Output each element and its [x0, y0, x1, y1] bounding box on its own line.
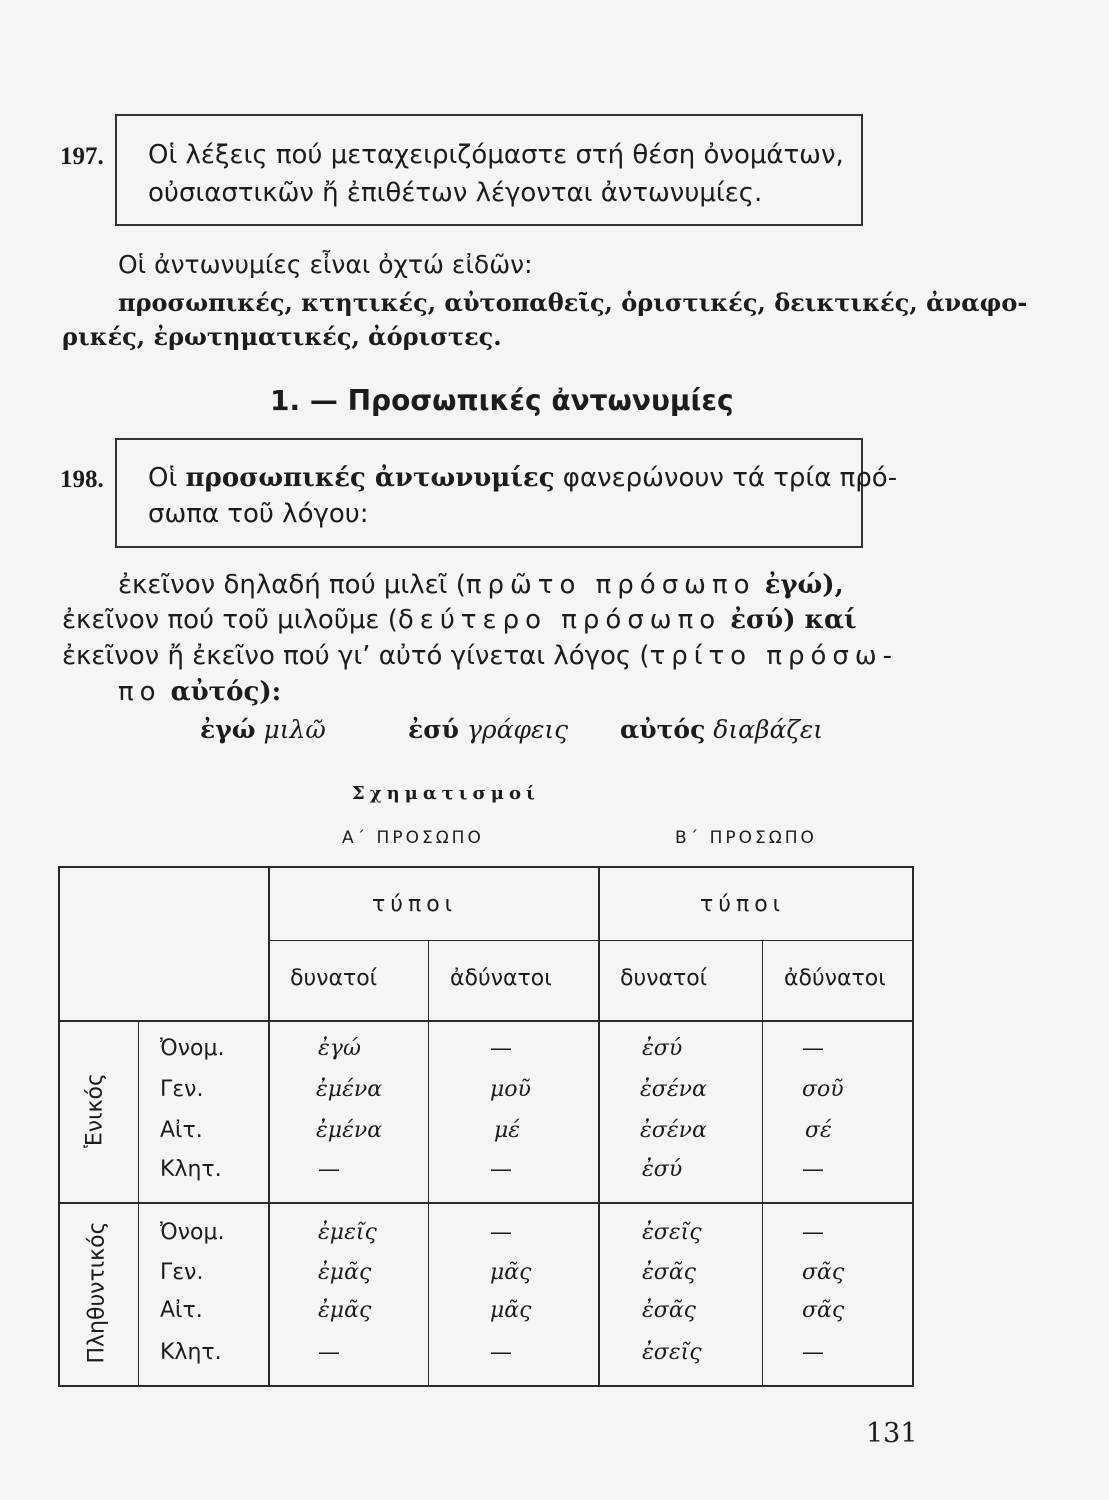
a-weak-cell: —: [490, 1340, 512, 1365]
types-a-header: τύποι: [372, 892, 458, 917]
table-rule-person-split: [598, 866, 600, 1386]
b-weak-cell: σέ: [805, 1118, 832, 1143]
table-border-right: [912, 866, 914, 1387]
example-1: ἐγώ μιλῶ: [200, 715, 326, 744]
kinds-list-line-1: προσωπικές, κτητικές, αὐτοπαθεῖς, ὁριστικές, δεικτικές, ἀναφο-: [118, 288, 1028, 317]
a-strong-cell: ἐμᾶς: [318, 1260, 372, 1285]
page-number: 131: [866, 1418, 918, 1449]
weak-b-header: ἀδύνατοι: [784, 966, 886, 991]
a-strong-cell: ἐμένα: [316, 1118, 383, 1143]
b-weak-cell: —: [802, 1157, 824, 1182]
table-rule-a-mid: [428, 940, 429, 1386]
types-b-header: τύποι: [700, 892, 786, 917]
a-strong-cell: —: [318, 1340, 340, 1365]
case-cell: Γεν.: [160, 1077, 204, 1102]
b-strong-cell: ἐσένα: [640, 1077, 707, 1102]
weak-a-header: ἀδύνατοι: [450, 966, 552, 991]
case-cell: Κλητ.: [160, 1157, 222, 1182]
plural-label: Πληθυντικός: [84, 1221, 110, 1364]
section-heading: 1. — Προσωπικές ἀντωνυμίες: [270, 384, 734, 417]
table-rule-number-split: [58, 1202, 914, 1204]
table-rule-number-col: [138, 1020, 139, 1386]
table-border-bottom: [58, 1385, 914, 1387]
b-weak-cell: σοῦ: [802, 1077, 844, 1102]
a-weak-cell: μέ: [494, 1118, 521, 1143]
definition-197-line-2: οὐσιαστικῶν ἤ ἐπιθέτων λέγονται ἀντωνυμίες.: [148, 178, 763, 208]
a-strong-cell: ἐμένα: [316, 1077, 383, 1102]
example-3: αὐτός διαβάζει: [620, 715, 824, 744]
strong-b-header: δυνατοί: [620, 966, 708, 991]
body-line-3: ἐκεῖνον ἤ ἐκεῖνο πού γι’ αὐτό γίνεται λόγος (τρίτο πρόσω-: [62, 641, 899, 671]
b-weak-cell: σᾶς: [802, 1298, 845, 1323]
table-title: Σχηματισμοί: [352, 783, 540, 804]
b-weak-cell: —: [802, 1220, 824, 1245]
case-cell: Ὀνομ.: [160, 1036, 225, 1061]
definition-198-line-1: Οἱ προσωπικές ἀντωνυμίες φανερώνουν τά τρία πρό-: [148, 463, 898, 493]
b-strong-cell: ἐσύ: [642, 1036, 683, 1061]
a-weak-cell: μοῦ: [490, 1077, 531, 1102]
a-weak-cell: μᾶς: [490, 1260, 532, 1285]
table-border-top: [58, 866, 914, 868]
singular-label: Ἑνικός: [82, 1073, 108, 1148]
body-line-2: ἐκεῖνον πού τοῦ μιλοῦμε (δεύτερο πρόσωπο ἐσύ) καί: [62, 605, 857, 635]
table-rule-header: [58, 1020, 914, 1022]
definition-box-197: [115, 114, 863, 226]
a-weak-cell: μᾶς: [490, 1298, 532, 1323]
a-weak-cell: —: [490, 1157, 512, 1182]
definition-197-line-1: Οἱ λέξεις πού μεταχειριζόμαστε στή θέση ὀνομάτων,: [148, 140, 844, 170]
section-number-198: 198.: [60, 466, 104, 493]
strong-a-header: δυνατοί: [290, 966, 378, 991]
a-strong-cell: ἐμᾶς: [318, 1298, 372, 1323]
table-rule-case-col: [268, 866, 270, 1386]
b-strong-cell: ἐσεῖς: [642, 1340, 702, 1365]
person-b-heading: Β΄ ΠΡΟΣΩΠΟ: [675, 828, 817, 848]
b-strong-cell: ἐσᾶς: [642, 1260, 697, 1285]
b-strong-cell: ἐσᾶς: [642, 1298, 697, 1323]
b-weak-cell: σᾶς: [802, 1260, 845, 1285]
table-rule-subheader: [268, 940, 914, 941]
case-cell: Αἰτ.: [160, 1298, 203, 1323]
a-strong-cell: —: [318, 1157, 340, 1182]
b-strong-cell: ἐσύ: [642, 1157, 683, 1182]
b-strong-cell: ἐσένα: [640, 1118, 707, 1143]
definition-198-line-2: σωπα τοῦ λόγου:: [148, 499, 369, 529]
definition-box-198: [115, 438, 863, 548]
kinds-list-line-2: ρικές, ἐρωτηματικές, ἀόριστες.: [62, 322, 502, 351]
b-strong-cell: ἐσεῖς: [642, 1220, 702, 1245]
body-line-1: ἐκεῖνον δηλαδή πού μιλεῖ (πρῶτο πρόσωπο ἐγώ),: [118, 570, 844, 600]
a-weak-cell: —: [490, 1036, 512, 1061]
case-cell: Ὀνομ.: [160, 1220, 225, 1245]
example-2: ἐσύ γράφεις: [408, 715, 569, 744]
person-a-heading: Α΄ ΠΡΟΣΩΠΟ: [342, 828, 484, 848]
a-strong-cell: ἐγώ: [318, 1036, 361, 1061]
body-line-4: πο αὐτός):: [118, 677, 282, 707]
b-weak-cell: —: [802, 1340, 824, 1365]
a-strong-cell: ἐμεῖς: [318, 1220, 377, 1245]
case-cell: Κλητ.: [160, 1340, 222, 1365]
a-weak-cell: —: [490, 1220, 512, 1245]
table-rule-b-mid: [762, 940, 763, 1386]
section-number-197: 197.: [60, 143, 104, 170]
case-cell: Αἰτ.: [160, 1118, 203, 1143]
case-cell: Γεν.: [160, 1260, 204, 1285]
b-weak-cell: —: [802, 1036, 824, 1061]
table-border-left: [58, 866, 60, 1387]
kinds-intro: Οἱ ἀντωνυμίες εἶναι ὀχτώ εἰδῶν:: [118, 250, 533, 279]
